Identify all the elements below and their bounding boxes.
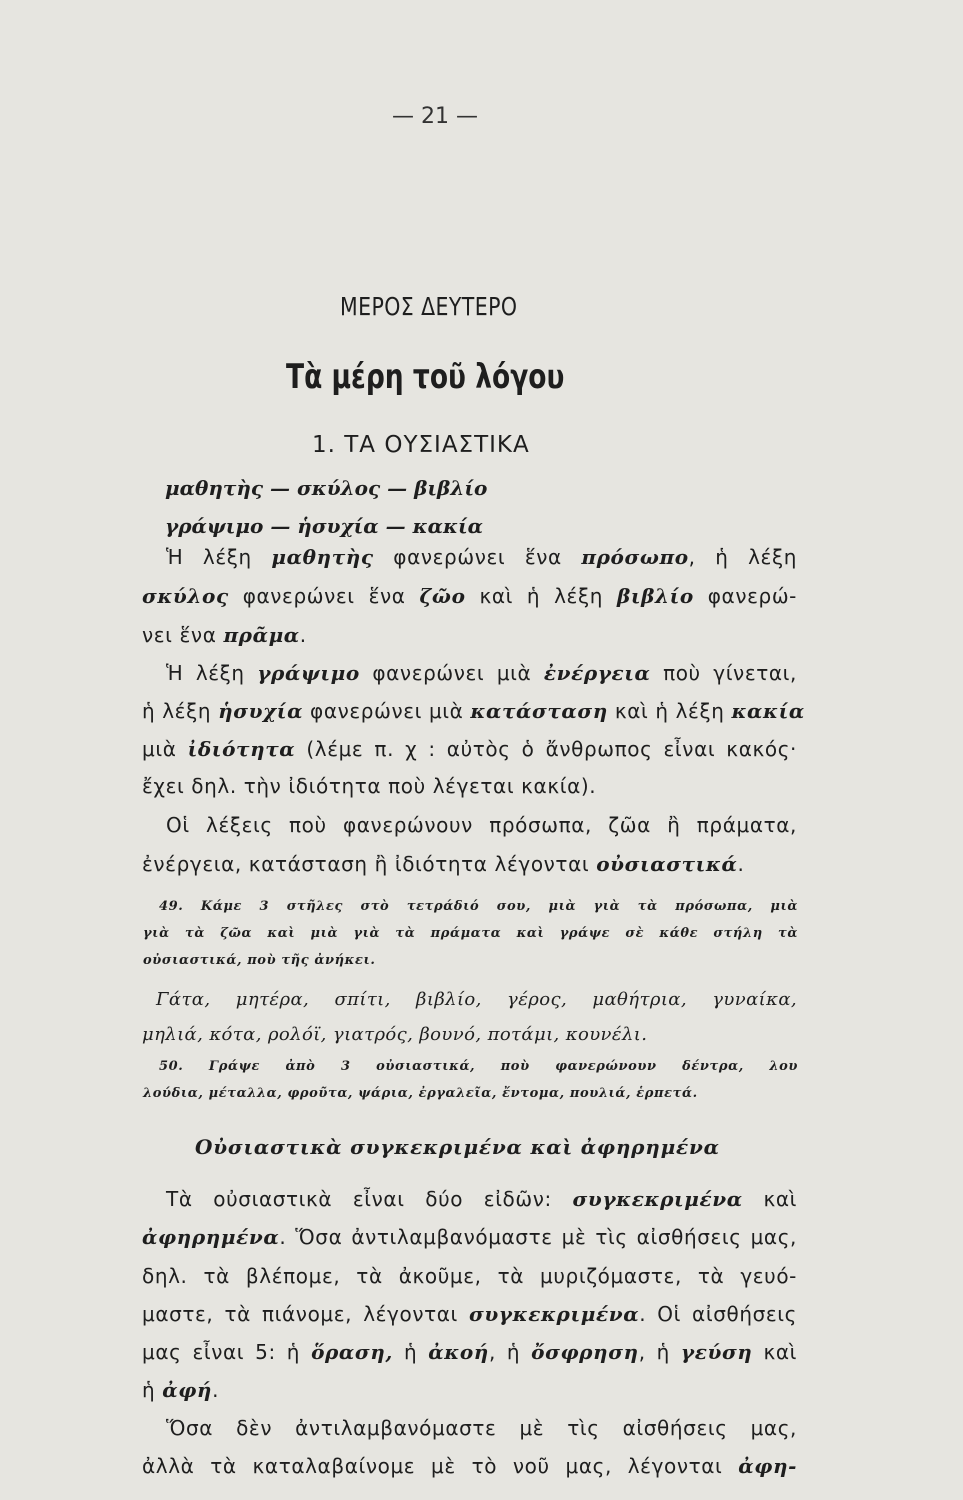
text-run: καὶ <box>742 1187 797 1211</box>
para3-line-2 <box>142 852 744 876</box>
part-heading: ΜΕΡΟΣ ΔΕΥΤΕΡΟ <box>340 292 518 321</box>
example-line-1: μαθητὴς — σκύλος — βιβλίο <box>165 476 488 500</box>
term: γράψιμο <box>257 661 360 685</box>
term: συγκεκριμένα <box>572 1187 743 1211</box>
para4-line-4 <box>142 1302 797 1326</box>
para4-line-6 <box>142 1378 219 1402</box>
term: κατάσταση <box>470 699 608 723</box>
text-run: φανερώνει μιὰ <box>359 661 544 685</box>
page-title: Τὰ μέρη τοῦ λόγου <box>286 357 565 397</box>
exercise-49-words-2: μηλιά, κότα, ρολόϊ, γιατρός, βουνό, ποτάμι, κουνέλι. <box>142 1024 648 1045</box>
exercise-50-line-2: λούδια, μέταλλα, φροῦτα, ψάρια, ἐργαλεῖα, ἔντομα, πουλιά, ἑρπετά. <box>143 1086 698 1101</box>
para4-line-1 <box>142 1187 797 1211</box>
term: ἡσυχία <box>218 699 304 723</box>
exercise-49-line-3: οὐσιαστικά, ποὺ τῆς ἀνήκει. <box>143 953 376 968</box>
para2-line-2 <box>142 699 805 723</box>
text-run: , ἡ <box>488 1340 532 1364</box>
text-run: μας εἶναι 5: ἡ <box>142 1340 312 1364</box>
para4-line-5 <box>142 1340 797 1364</box>
chapter-heading: 1. ΤΑ ΟΥΣΙΑΣΤΙΚΑ <box>312 432 530 458</box>
text-run: , ἡ <box>638 1340 681 1364</box>
text-run: φανερώ- <box>693 584 797 608</box>
exercise-50-line-1: 50. Γράψε ἀπὸ 3 οὐσιαστικά, ποὺ φανερώνουν δέντρα, λου <box>159 1059 798 1074</box>
example-line-2: γράψιμο — ἡσυχία — κακία <box>165 514 484 538</box>
text-run: ἡ <box>392 1340 429 1364</box>
text-run: . Οἱ αἰσθήσεις <box>639 1302 797 1326</box>
para2-line-3 <box>142 737 797 761</box>
term: συγκεκριμένα <box>468 1302 640 1326</box>
exercise-49-words-1: Γάτα, μητέρα, σπίτι, βιβλίο, γέρος, μαθήτρια, γυναίκα, <box>156 989 797 1010</box>
text-run: . Ὅσα ἀντιλαμβανόμαστε μὲ τὶς αἰσθήσεις μας, <box>279 1225 797 1249</box>
term: γεύση <box>680 1340 753 1364</box>
text-run: ἐνέργεια, κατάσταση ἢ ἰδιότητα λέγονται <box>142 852 597 876</box>
text-run: καὶ ἡ λέξη <box>465 584 617 608</box>
text-run: ἡ <box>142 1378 163 1402</box>
text-run: Ἡ λέξη <box>166 545 272 569</box>
term: πρᾶμα <box>223 623 300 647</box>
text-run: φανερώνει μιὰ <box>303 699 471 723</box>
text-run: ποὺ γίνεται, <box>650 661 797 685</box>
text-run: Ἡ λέξη <box>166 661 258 685</box>
text-run: Τὰ οὐσιαστικὰ εἶναι δύο εἰδῶν: <box>166 1187 573 1211</box>
term: ἀφη- <box>738 1454 797 1478</box>
text-run: ἡ λέξη <box>142 699 219 723</box>
term: μαθητὴς <box>271 545 374 569</box>
para2-line-4: ἔχει δηλ. τὴν ἰδιότητα ποὺ λέγεται κακία). <box>142 774 597 798</box>
text-run: , ἡ λέξη <box>688 545 797 569</box>
term: βιβλίο <box>616 584 694 608</box>
text-run: μιὰ <box>142 737 188 761</box>
term: κακία <box>731 699 805 723</box>
text-run: . <box>737 852 745 876</box>
term: σκύλος <box>142 584 229 608</box>
term: ἐνέργεια <box>543 661 651 685</box>
exercise-49-line-1: 49. Κάμε 3 στῆλες στὸ τετράδιό σου, μιὰ γιὰ τὰ πρόσωπα, μιὰ <box>159 899 798 914</box>
section-subheading: Οὐσιαστικὰ συγκεκριμένα καὶ ἀφηρημένα <box>195 1135 720 1159</box>
term: ἀφή <box>162 1378 213 1402</box>
para5-line-1: Ὅσα δὲν ἀντιλαμβανόμαστε μὲ τὶς αἰσθήσεις μας, <box>166 1416 797 1440</box>
term: ἀκοή <box>428 1340 489 1364</box>
term: ἀφηρημένα <box>142 1225 280 1249</box>
text-run: μαστε, τὰ πιάνομε, λέγονται <box>142 1302 469 1326</box>
para3-line-1: Οἱ λέξεις ποὺ φανερώνουν πρόσωπα, ζῶα ἢ πράματα, <box>166 813 797 837</box>
para4-line-2 <box>142 1225 797 1249</box>
para4-line-3: δηλ. τὰ βλέπομε, τὰ ἀκοῦμε, τὰ μυριζόμαστε, τὰ γευό- <box>142 1264 797 1288</box>
term: πρόσωπο <box>581 545 689 569</box>
text-run: ἀλλὰ τὰ καταλαβαίνομε μὲ τὸ νοῦ μας, λέγονται <box>142 1454 739 1478</box>
para5-line-2 <box>142 1454 797 1478</box>
text-run: φανερώνει ἕνα <box>373 545 582 569</box>
page-number: — 21 — <box>392 104 478 129</box>
text-run: . <box>299 623 307 647</box>
text-run: καὶ <box>752 1340 797 1364</box>
exercise-49-line-2: γιὰ τὰ ζῶα καὶ μιὰ γιὰ τὰ πράματα καὶ γράψε σὲ κάθε στήλη τὰ <box>143 926 798 941</box>
term: ζῶο <box>419 584 466 608</box>
text-run: καὶ ἡ λέξη <box>607 699 732 723</box>
term: ἰδιότητα <box>187 737 296 761</box>
term: ὅραση, <box>311 1340 393 1364</box>
text-run: . <box>212 1378 220 1402</box>
para1-line-1 <box>142 545 797 569</box>
para2-line-1 <box>142 661 797 685</box>
term: οὐσιαστικά <box>596 852 738 876</box>
text-run: (λέμε π. χ : αὐτὸς ὁ ἄνθρωπος εἶναι κακός· <box>295 737 798 761</box>
text-run: φανερώνει ἕνα <box>228 584 420 608</box>
para1-line-2 <box>142 584 797 608</box>
para1-line-3 <box>142 623 307 647</box>
term: ὄσφρηση <box>531 1340 639 1364</box>
text-run: νει ἕνα <box>142 623 224 647</box>
